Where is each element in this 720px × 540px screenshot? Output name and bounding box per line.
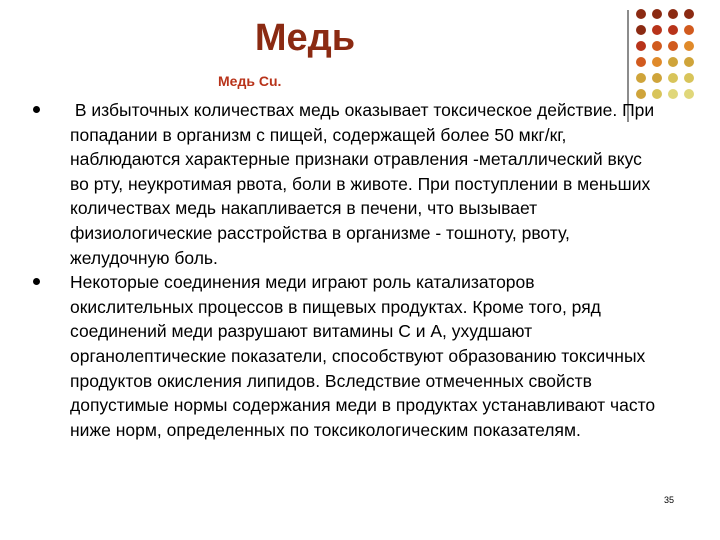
bullet-item: [30, 270, 660, 442]
bullet-text: В избыточных количествах медь оказывает токсическое действие. При попадании в организм с пищей, содержащей более 50 мкг/кг, наблюдаются характерные признаки отравления -металлический вкус во рту, неукротимая рвота, боли в животе. При поступлении в меньших количествах медь накапливается в печени, что вызывает физиологические расстройства в организме - тошноту, рвоту, желудочную боль.: [70, 100, 660, 268]
decorative-dot: [684, 73, 694, 83]
decorative-dot: [684, 57, 694, 67]
decorative-dot: [636, 25, 646, 35]
decorative-dot: [684, 89, 694, 99]
decorative-dot: [668, 25, 678, 35]
decorative-dot: [636, 73, 646, 83]
decorative-dot: [684, 9, 694, 19]
decorative-dot: [684, 25, 694, 35]
decorative-dot: [636, 41, 646, 51]
slide-subtitle: Медь Cu.: [218, 73, 282, 89]
bullet-icon: [33, 278, 40, 285]
decorative-dot: [684, 41, 694, 51]
decorative-dot: [652, 73, 662, 83]
decorative-dot: [652, 57, 662, 67]
decorative-dot: [668, 89, 678, 99]
bullet-text: Некоторые соединения меди играют роль катализаторов окислительных процессов в пищевых продуктах. Кроме того, ряд соединений меди разрушают витамины С и А, ухудшают органолептические показатели, способствуют образованию токсичных продуктов окисления липидов. Вследствие отмеченных свойств допустимые нормы содержания меди в продуктах устанавливают часто ниже норм, определенных по токсикологическим показателям.: [70, 272, 656, 440]
slide-title: Медь: [254, 17, 356, 59]
decorative-dot: [668, 57, 678, 67]
bullet-item: [30, 98, 660, 270]
decorative-dot: [652, 9, 662, 19]
decorative-dot: [668, 41, 678, 51]
bullet-icon: [33, 106, 40, 113]
content-body: [30, 98, 660, 442]
page-number: 35: [664, 495, 675, 505]
decorative-dot: [636, 57, 646, 67]
decorative-dot: [652, 25, 662, 35]
decorative-dot: [668, 73, 678, 83]
decorative-dot: [668, 9, 678, 19]
decorative-dot: [652, 41, 662, 51]
decorative-dot: [636, 9, 646, 19]
